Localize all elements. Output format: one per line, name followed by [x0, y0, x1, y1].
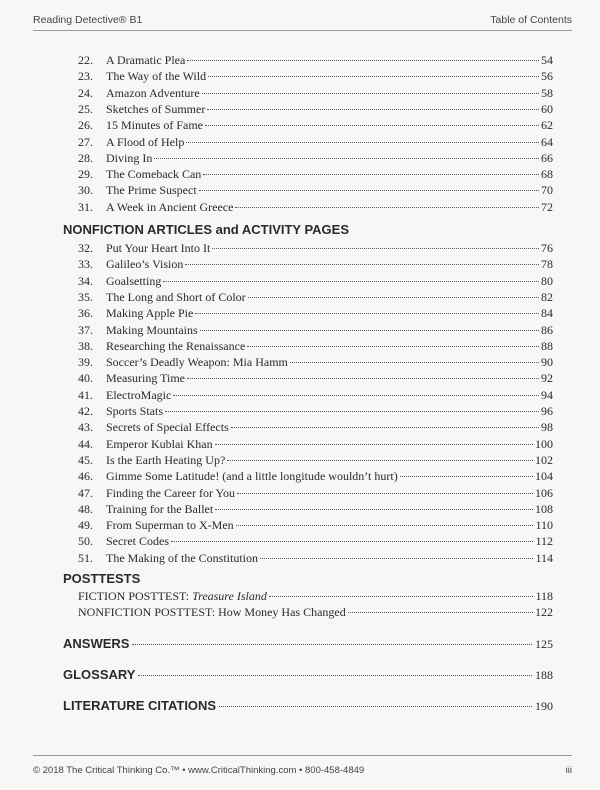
toc-entry: [78, 198, 553, 214]
dot-leader: [186, 130, 539, 143]
page-footer: [33, 765, 572, 776]
entry-page: 108: [535, 501, 553, 516]
dot-leader: [248, 285, 539, 298]
entry-title: The Prime Suspect: [106, 183, 197, 198]
entry-number: 43.: [78, 420, 93, 435]
entry-page: 78: [541, 257, 553, 272]
entry-page: 106: [535, 485, 553, 500]
entry-page: 88: [541, 338, 553, 353]
entry-title: ElectroMagic: [106, 387, 172, 402]
posttest-title: [78, 604, 346, 620]
entry-number: 28.: [78, 150, 93, 165]
entry-number: 23.: [78, 69, 93, 84]
entry-number: 36.: [78, 306, 93, 321]
entry-page: 84: [541, 306, 553, 321]
back-matter-title: GLOSSARY: [63, 667, 136, 682]
entry-number: 41.: [78, 387, 93, 402]
entry-page: 56: [541, 69, 553, 84]
back-matter-page: 190: [535, 699, 553, 713]
entry-title: 15 Minutes of Fame: [106, 118, 203, 133]
entry-page: 102: [535, 452, 553, 467]
dot-leader: [290, 350, 539, 363]
entry-page: 72: [541, 199, 553, 214]
dot-leader: [163, 269, 539, 282]
entry-page: 60: [541, 101, 553, 116]
posttest-entry: [78, 603, 553, 619]
entry-number: 34.: [78, 273, 93, 288]
entry-number: 49.: [78, 518, 93, 533]
entry-page: 68: [541, 167, 553, 182]
entry-number: 25.: [78, 101, 93, 116]
entry-page: 98: [541, 420, 553, 435]
back-matter-entry: [63, 666, 553, 684]
header-rule: [33, 30, 572, 31]
entry-page: 66: [541, 150, 553, 165]
dot-leader: [207, 97, 539, 110]
entry-title: Is the Earth Heating Up?: [106, 452, 226, 467]
entry-title: Diving In: [106, 150, 153, 165]
dot-leader: [173, 383, 539, 396]
back-matter-title: LITERATURE CITATIONS: [63, 698, 217, 713]
entry-title: Making Mountains: [106, 322, 198, 337]
posttest-story: Treasure Island: [192, 589, 267, 603]
dot-leader: [202, 81, 539, 94]
entry-title: Making Apple Pie: [106, 306, 194, 321]
entry-title: Soccer’s Deadly Weapon: Mia Hamm: [106, 355, 288, 370]
entry-number: 47.: [78, 485, 93, 500]
entry-title: Sports Stats: [106, 404, 164, 418]
entry-number: 37.: [78, 322, 93, 337]
entry-title: Finding the Career for You: [106, 485, 235, 500]
dot-leader: [154, 146, 539, 159]
entry-page: 58: [541, 85, 553, 100]
entry-number: 26.: [78, 118, 93, 133]
entry-page: 94: [541, 387, 553, 402]
page-number: iii: [565, 765, 572, 776]
dot-leader: [187, 366, 539, 379]
entry-number: 45.: [78, 452, 93, 467]
section-label: Table of Contents: [490, 14, 572, 26]
entry-title: A Week in Ancient Greece: [106, 199, 234, 214]
entry-number: 44.: [78, 436, 93, 451]
dot-leader: [260, 546, 533, 559]
dot-leader: [212, 236, 539, 249]
dot-leader: [219, 694, 532, 707]
entry-page: 92: [541, 371, 553, 386]
back-matter-entry: [63, 697, 553, 715]
dot-leader: [205, 113, 539, 126]
dot-leader: [199, 178, 539, 191]
entry-page: 54: [541, 53, 553, 67]
entry-title: Goalsetting: [106, 273, 162, 288]
entry-number: 31.: [78, 199, 93, 214]
entry-title: From Superman to X-Men: [106, 518, 234, 533]
back-matter-page: 125: [535, 637, 553, 651]
entry-title: Galileo’s Vision: [106, 257, 184, 272]
entry-title: The Long and Short of Color: [106, 289, 246, 304]
dot-leader: [348, 600, 533, 613]
entry-number: 24.: [78, 85, 93, 100]
entry-title: Emperor Kublai Khan: [106, 436, 213, 451]
dot-leader: [200, 318, 539, 331]
back-matter-page: 188: [535, 668, 553, 682]
dot-leader: [231, 415, 539, 428]
copyright: © 2018 The Critical Thinking Co.™ • www.CriticalThinking.com • 800-458-4849: [33, 765, 365, 776]
posttest-title: [78, 588, 267, 604]
entry-number: 48.: [78, 501, 93, 516]
dot-leader: [132, 632, 532, 645]
entry-page: 90: [541, 355, 553, 370]
dot-leader: [208, 64, 539, 77]
entry-number: 51.: [78, 550, 93, 565]
entry-number: 42.: [78, 404, 93, 418]
entry-title: Researching the Renaissance: [106, 338, 246, 353]
entry-title: Measuring Time: [106, 371, 186, 386]
entry-title: Secret Codes: [106, 534, 169, 549]
entry-title: A Flood of Help: [106, 134, 185, 149]
entry-title: The Making of the Constitution: [106, 550, 258, 565]
entry-page: 104: [535, 469, 553, 484]
entry-title: Secrets of Special Effects: [106, 420, 229, 435]
entry-page: 76: [541, 241, 553, 255]
entry-number: 29.: [78, 167, 93, 182]
entry-page: 112: [535, 534, 553, 549]
dot-leader: [215, 432, 533, 445]
entry-number: 40.: [78, 371, 93, 386]
dot-leader: [185, 252, 539, 265]
dot-leader: [227, 448, 533, 461]
entry-number: 27.: [78, 134, 93, 149]
entry-page: 86: [541, 322, 553, 337]
entry-number: 39.: [78, 355, 93, 370]
dot-leader: [235, 195, 539, 208]
footer-rule: [33, 755, 572, 756]
entry-title: Put Your Heart Into It: [106, 241, 211, 255]
dot-leader: [237, 481, 533, 494]
toc-entry: [78, 549, 553, 565]
dot-leader: [165, 399, 539, 412]
back-matter-entry: [63, 635, 553, 653]
entry-number: 38.: [78, 338, 93, 353]
back-matter-title: ANSWERS: [63, 636, 130, 651]
dot-leader: [195, 301, 539, 314]
dot-leader: [187, 48, 539, 61]
dot-leader: [171, 529, 533, 542]
entry-title: A Dramatic Plea: [106, 53, 186, 67]
entry-page: 82: [541, 289, 553, 304]
dot-leader: [247, 334, 539, 347]
dot-leader: [400, 464, 533, 477]
entry-number: 22.: [78, 53, 93, 67]
entry-page: 110: [535, 518, 553, 533]
entry-page: 114: [535, 550, 553, 565]
entry-page: 64: [541, 134, 553, 149]
entry-number: 32.: [78, 241, 93, 255]
entry-page: 118: [535, 589, 553, 603]
dot-leader: [203, 162, 539, 175]
entry-page: 70: [541, 183, 553, 198]
dot-leader: [269, 584, 534, 597]
entry-page: 62: [541, 118, 553, 133]
entry-page: 96: [541, 404, 553, 418]
entry-number: 33.: [78, 257, 93, 272]
entry-number: 50.: [78, 534, 93, 549]
entry-title: Amazon Adventure: [106, 85, 200, 100]
entry-title: Sketches of Summer: [106, 101, 206, 116]
entry-number: 30.: [78, 183, 93, 198]
entry-title: The Way of the Wild: [106, 69, 207, 84]
entry-number: 35.: [78, 289, 93, 304]
posttests-heading: POSTTESTS: [63, 571, 141, 586]
dot-leader: [236, 513, 534, 526]
page-header: [33, 14, 572, 26]
entry-page: 122: [535, 605, 553, 620]
nonfiction-heading: NONFICTION ARTICLES and ACTIVITY PAGES: [63, 222, 350, 237]
entry-page: 80: [541, 273, 553, 288]
entry-page: 100: [535, 436, 553, 451]
entry-title: Gimme Some Latitude! (and a little longitude wouldn’t hurt): [106, 469, 398, 484]
dot-leader: [138, 663, 532, 676]
entry-number: 46.: [78, 469, 93, 484]
dot-leader: [215, 497, 533, 510]
posttest-label: NONFICTION POSTTEST: How Money Has Changed: [78, 605, 346, 620]
entry-title: Training for the Ballet: [106, 501, 214, 516]
entry-title: The Comeback Can: [106, 167, 202, 182]
posttest-label: FICTION POSTTEST:: [78, 589, 193, 603]
book-title: Reading Detective® B1: [33, 14, 143, 26]
